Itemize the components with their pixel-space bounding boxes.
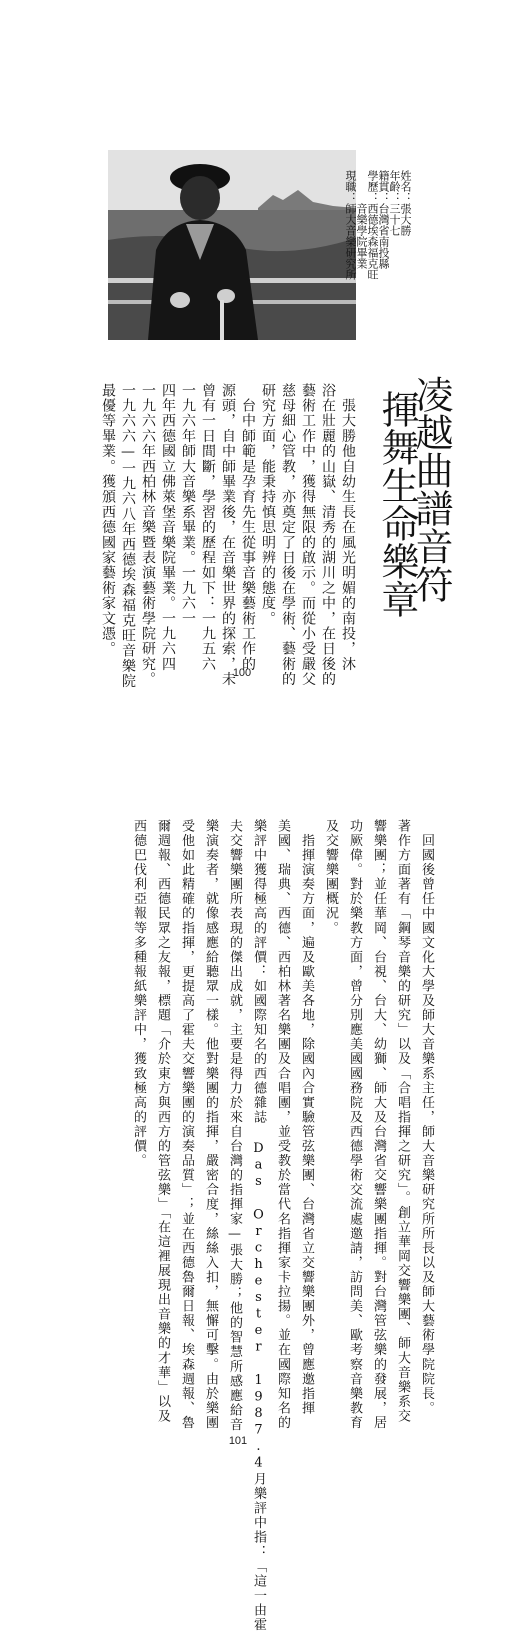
- body-col-4: 功厥偉。對於樂教方面，曾分別應美國國務院及西德學術交流處邀請，訪問美、歐考察音樂教育: [347, 819, 362, 1431]
- body-col-4: 慈母細心管教，亦奠定了日後在學術、藝術的: [280, 383, 296, 687]
- info-origin: 籍貫：台灣省南投縣: [377, 170, 390, 269]
- body-col-7: 美國、瑞典、西德、西柏林著名樂團及合唱團，並受教於當代名指揮家卡拉揚。並在國際知名的: [275, 819, 290, 1431]
- body-col-12: 爾週報、西德民眾之友報，標題「介於東方與西方的管弦樂」「在這裡展現出音樂的才華」以及: [155, 819, 170, 1424]
- body-col-13: 西德巴伐利亞報等多種報紙樂評中，獲致極高的評價。: [131, 819, 146, 1169]
- body-col-3: 藝術工作中，獲得無限的啟示。而從小受嚴父: [300, 383, 316, 687]
- body-col-6: 指揮演奏方面，遍及歐美各地，除國內合實驗管弦樂團、台灣省立交響樂團外，曾應邀指揮: [299, 819, 314, 1416]
- body-col-5: 研究方面，能秉持慎思明辨的態度。: [260, 383, 276, 627]
- body-col-8: 曾有一日間斷，學習的歷程如下：一九五六: [200, 383, 216, 672]
- body-col-13: 最優等畢業。獲頒西德國家藝術家文憑。: [100, 383, 116, 657]
- body-col-1: 回國後曾任中國文化大學及師大音樂系主任，師大音樂研究所所長以及師大藝術學院院長。: [419, 819, 434, 1416]
- page-100: [0, 0, 518, 737]
- portrait-photo: [108, 150, 356, 340]
- body-col-10: 四年西德國立佛萊堡音樂院畢業。一九六四: [160, 383, 176, 672]
- body-col-9: 一九六年師大音樂系畢業。一九六一: [180, 383, 196, 627]
- body-col-6: 台中師範是孕育先生從事音樂藝術工作的: [240, 383, 256, 672]
- body-col-1: 張大勝他自幼生長在風光明媚的南投，沐: [340, 383, 356, 672]
- body-col-11: 受他如此精確的指揮，更提高了霍夫交響樂團的演奏品質」；並在西德魯爾日報、埃森週報、魯: [179, 819, 194, 1431]
- body-col-2: 著作方面著有「鋼琴音樂的研究」以及「合唱指揮之研究」。創立華岡交響樂團、師大音樂系交: [395, 819, 410, 1424]
- page-101: [0, 737, 518, 1632]
- body-col-2: 浴在壯麗的山嶽、清秀的湖川之中，在日後的: [320, 383, 336, 687]
- info-education-cont: 音樂學院畢業: [355, 170, 368, 269]
- page-number: 100: [232, 667, 252, 679]
- info-position: 現職：師大音樂研究所: [344, 170, 357, 280]
- info-age: 年齡：三十七: [388, 170, 401, 236]
- info-education: 學歷：西德埃森福克旺: [366, 170, 379, 280]
- page-number: 101: [228, 1435, 248, 1447]
- info-name: 姓名：張大勝: [399, 170, 412, 236]
- portrait-photo-drawing: [108, 150, 356, 340]
- body-col-3: 響樂團；並任華岡、台視、台大、幼獅、師大及台灣省交響樂團指揮。對台灣管弦樂的發展，居: [371, 819, 386, 1431]
- body-col-5: 及交響樂團概況。: [323, 819, 338, 936]
- body-col-9: 夫交響樂團所表現的傑出成就，主要是得力於來自台灣的指揮家—張大勝；他的智慧所感應給音: [227, 819, 242, 1433]
- body-col-11: 一九六六年西柏林音樂暨表演藝術學院研究。: [140, 383, 156, 687]
- title-line-2: 揮舞生命樂章: [375, 390, 419, 618]
- title-line-1: 凌越曲譜音符: [409, 375, 453, 603]
- body-col-7: 源頭，自中師畢業後，在音樂世界的探索，未: [220, 383, 236, 687]
- body-col-10: 樂演奏者，就像感應給聽眾一樣。他對樂團的指揮，嚴密合度，絲絲入扣，無懈可擊。由於樂團: [203, 819, 218, 1431]
- body-col-8: 樂評中獲得極高的評價：如國際知名的西德雜誌 Das Orchester 1987.4月樂評中指：「這一由霍: [251, 819, 266, 1632]
- body-col-12: 一九六六—一九六八年西德埃森福克旺音樂院: [120, 383, 136, 689]
